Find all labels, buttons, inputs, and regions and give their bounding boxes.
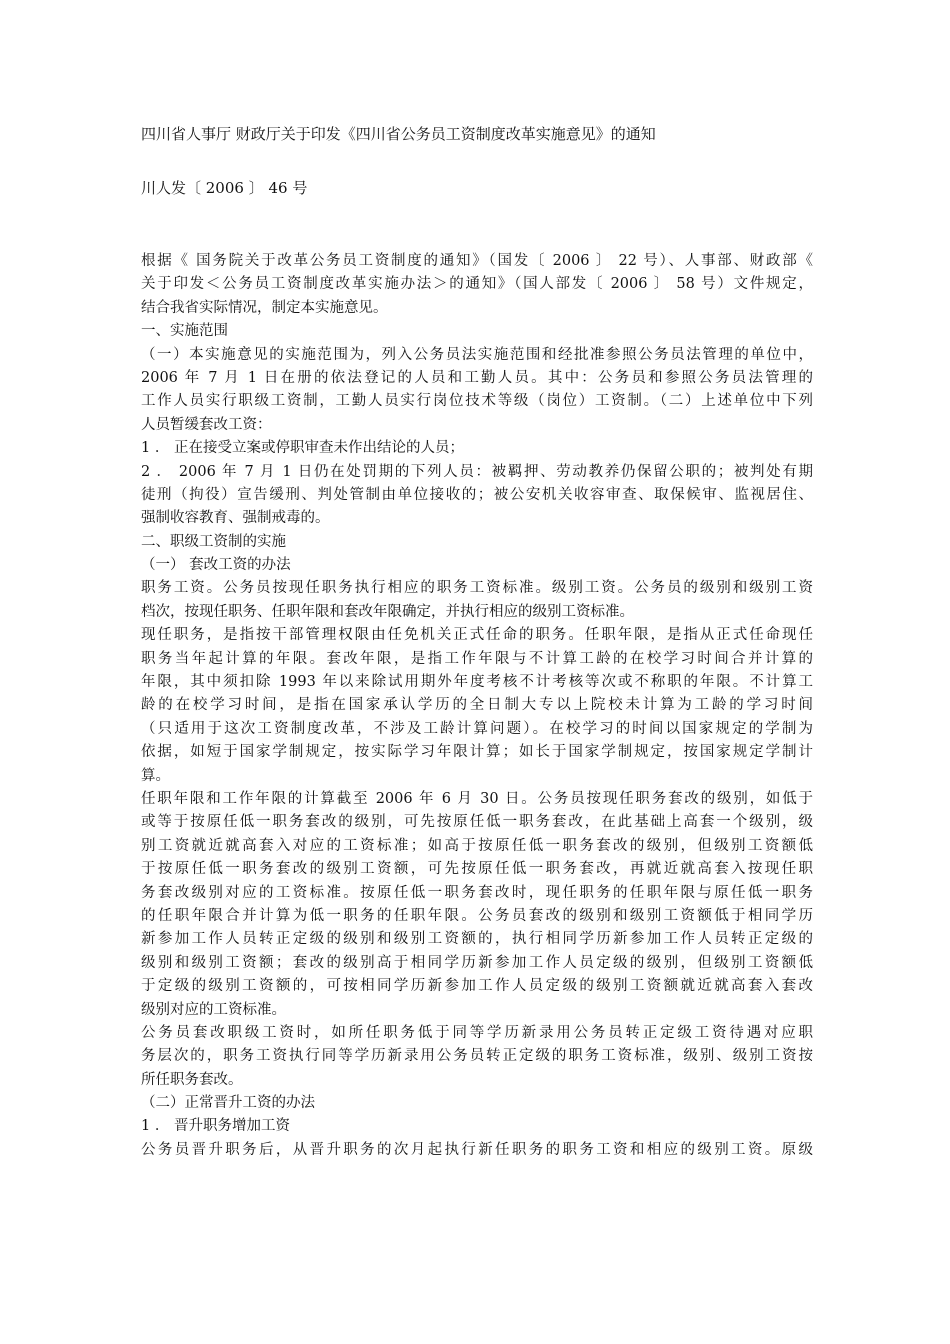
body-line: 强制收容教育、强制戒毒的。 — [141, 510, 330, 527]
body-line: 2006 年 7 月 1 日在册的依法登记的人员和工勤人员。其中：公务员和参照公务员法管理的 — [141, 369, 813, 386]
body-line: 2 ． 2006 年 7 月 1 日仍在处罚期的下列人员：被羁押、劳动教养仍保留公职的；被判处有期 — [141, 463, 813, 480]
body-line: 所任职务套改。 — [141, 1071, 243, 1088]
body-line: 依据，如短于国家学制规定，按实际学习年限计算；如长于国家学制规定，按国家规定学制计 — [141, 744, 813, 761]
body-line: 别工资就近就高套入对应的工资标准；如高于按原任低一职务套改的级别，但级别工资额低 — [141, 837, 813, 854]
body-line: 务层次的，职务工资执行同等学历新录用公务员转正定级的职务工资标准，级别、级别工资按 — [141, 1048, 813, 1065]
body-line: 档次，按现任职务、任职年限和套改年限确定，并执行相应的级别工资标准。 — [141, 603, 634, 620]
body-line: 一、实施范围 — [141, 323, 228, 340]
body-line: 龄的在校学习时间，是指在国家承认学历的全日制大专以上院校未计算为工龄的学习时间 — [141, 697, 813, 714]
body-line: 任职年限和工作年限的计算截至 2006 年 6 月 30 日。公务员按现任职务套改的级别，如低于 — [141, 790, 813, 807]
body-line: 职务工资。公务员按现任职务执行相应的职务工资标准。级别工资。公务员的级别和级别工资 — [141, 580, 813, 597]
body-line: 级别对应的工资标准。 — [141, 1001, 286, 1018]
body-line: 算。 — [141, 767, 170, 784]
document-number: 川人发〔 2006 〕 46 号 — [141, 179, 308, 197]
body-line: 职务当年起计算的年限。套改年限，是指工作年限与不计算工龄的在校学习时间合并计算的 — [141, 650, 813, 667]
body-line: 结合我省实际情况，制定本实施意见。 — [141, 299, 388, 316]
body-line: 根据《 国务院关于改革公务员工资制度的通知》（国发〔 2006 〕 22 号）、人事部、财政部《 — [141, 253, 813, 269]
body-line: 级别和级别工资额；套改的级别高于相同学历新参加工作人员定级的级别，但级别工资额低 — [141, 954, 813, 971]
body-line: 现任职务，是指按干部管理权限由任免机关正式任命的职务。任职年限，是指从正式任命现任 — [141, 627, 813, 644]
body-line: 新参加工作人员转正定级的级别和级别工资额的，执行相同学历新参加工作人员转正定级的 — [141, 931, 813, 948]
body-line: （一） 套改工资的办法 — [141, 557, 291, 574]
body-line: 1 ． 正在接受立案或停职审查未作出结论的人员； — [141, 440, 464, 457]
body-line: 人员暂缓套改工资： — [141, 416, 272, 433]
body-line: 二、职级工资制的实施 — [141, 533, 286, 550]
body-line: 公务员晋升职务后，从晋升职务的次月起执行新任职务的职务工资和相应的级别工资。原级 — [141, 1141, 813, 1158]
body-line: 于按原任低一职务套改的级别工资额，可先按原任低一职务套改，再就近就高套入按现任职 — [141, 861, 813, 878]
body-line: 工作人员实行职级工资制，工勤人员实行岗位技术等级（岗位）工资制。（二）上述单位中下列 — [141, 393, 813, 410]
body-line: （只适用于这次工资制度改革，不涉及工龄计算问题）。在校学习的时间以国家规定的学制为 — [141, 720, 813, 737]
body-line: （二）正常晋升工资的办法 — [141, 1095, 315, 1112]
document-title: 四川省人事厅 财政厅关于印发《四川省公务员工资制度改革实施意见》的通知 — [141, 125, 656, 143]
body-line: 于定级的级别工资额的，可按相同学历新参加工作人员定级的级别工资额就近就高套入套改 — [141, 978, 813, 995]
body-line: 务套改级别对应的工资标准。按原任低一职务套改时，现任职务的任职年限与原任低一职务 — [141, 884, 813, 901]
body-line: （一）本实施意见的实施范围为，列入公务员法实施范围和经批准参照公务员法管理的单位中， — [141, 346, 813, 363]
body-line: 的任职年限合并计算为低一职务的任职年限。公务员套改的级别和级别工资额低于相同学历 — [141, 907, 813, 924]
body-line: 关于印发＜公务员工资制度改革实施办法＞的通知》（国人部发〔 2006 〕 58 号）文件规定， — [141, 276, 813, 293]
body-line: 公务员套改职级工资时，如所任职务低于同等学历新录用公务员转正定级工资待遇对应职 — [141, 1024, 813, 1041]
document-body — [141, 250, 813, 1162]
body-line: 1 ． 晋升职务增加工资 — [141, 1118, 290, 1135]
body-line: 或等于按原任低一职务套改的级别，可先按原任低一职务套改，在此基础上高套一个级别，级 — [141, 814, 813, 831]
body-line: 年限，其中须扣除 1993 年以来除试用期外年度考核不计考核等次或不称职的年限。不计算工 — [141, 674, 813, 691]
body-line: 徒刑（拘役）宣告缓刑、判处管制由单位接收的；被公安机关收容审查、取保候审、监视居住、 — [141, 486, 813, 503]
